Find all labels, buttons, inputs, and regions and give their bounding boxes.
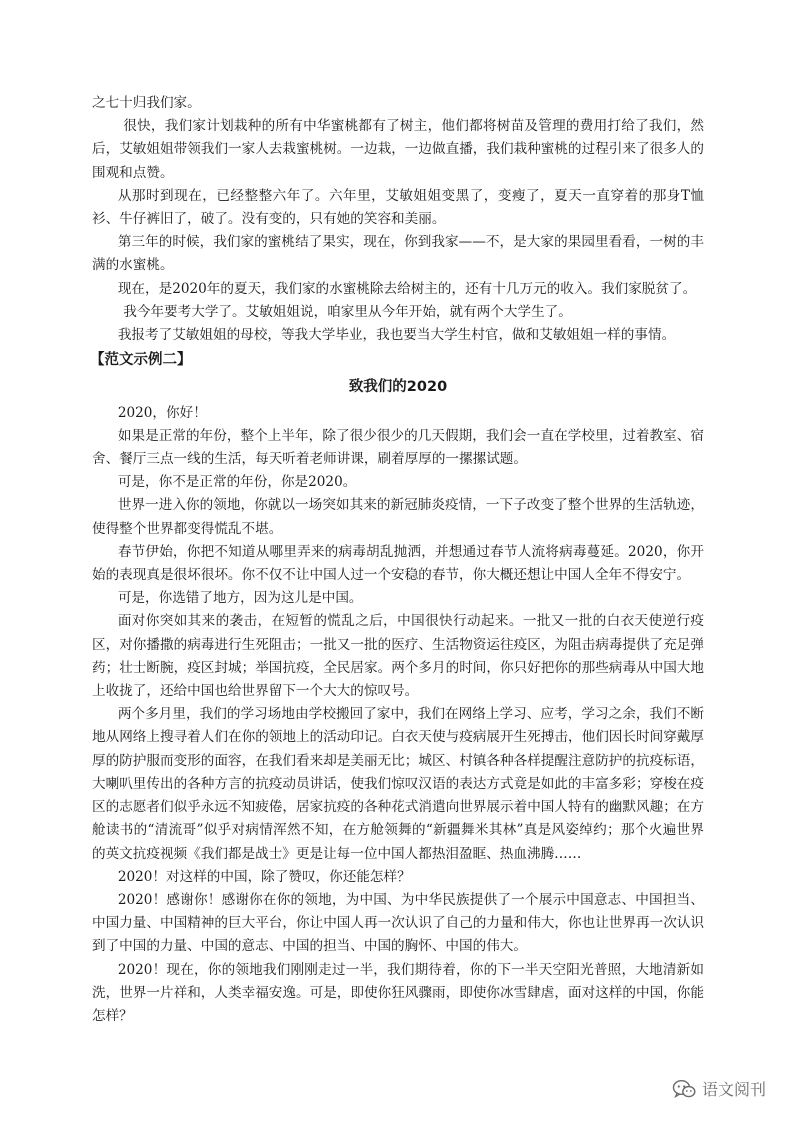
story-paragraph: 很快，我们家计划栽种的所有中华蜜桃都有了树主，他们都将树苗及管理的费用打给了我们，然后，艾敏姐姐带领我们一家人去栽蜜桃树。一边栽，一边做直播，我们栽种蜜桃的过程引来了很多人的围观和点赞。 xyxy=(92,118,704,181)
wechat-icon xyxy=(672,1079,696,1099)
essay-paragraph: 两个多月里，我们的学习场地由学校搬回了家中，我们在网络上学习、应考，学习之余，我们不断地从网络上搜寻着人们在你的领地上的活动印记。白衣天使与疫病展开生死搏击，他们因长时间穿戴厚厚的防护服而变形的面容，在我们看来却是美丽无比；城区、村镇各种各样提醒注意防护的抗疫标语，大喇叭里传出的各种方言的抗疫动员讲话，使我们惊叹汉语的表达方式竟是如此的丰富多彩；穿梭在疫区的志愿者们似乎永远不知疲倦，居家抗疫的各种花式消遣向世界展示着中国人特有的幽默风趣；在方舱读书的“清流哥”似乎对病情浑然不知，在方舱领舞的“新疆舞米其林”真是风姿绰约；那个火遍世界的英文抗疫视频《我们都是战士》更是让每一位中国人都热泪盈眶、热血沸腾…… xyxy=(92,706,704,862)
essay-paragraph: 世界一进入你的领地，你就以一场突如其来的新冠肺炎疫情，一下子改变了整个世界的生活轨迹，使得整个世界都变得慌乱不堪。 xyxy=(92,497,704,537)
essay-paragraph: 面对你突如其来的袭击，在短暂的慌乱之后，中国很快行动起来。一批又一批的白衣天使逆行疫区，对你播撒的病毒进行生死阻击；一批又一批的医疗、生活物资运往疫区，为阻击病毒提供了充足弹药；壮士断腕，疫区封城；举国抗疫，全民居家。两个多月的时间，你只好把你的那些病毒从中国大地上收拢了，还给中国也给世界留下一个大大的惊叹号。 xyxy=(92,613,704,700)
essay-paragraph: 2020！感谢你！感谢你在你的领地，为中国、为中华民族提供了一个展示中国意志、中国担当、中国力量、中国精神的巨大平台，你让中国人再一次认识了自己的力量和伟大，你也让世界再一次认识到了中国的力量、中国的意志、中国的担当、中国的胸怀、中国的伟大。 xyxy=(92,891,704,955)
essay-paragraph: 可是，你不是正常的年份，你是2020。 xyxy=(117,474,357,491)
story-paragraph: 第三年的时候，我们家的蜜桃结了果实，现在，你到我家——不，是大家的果园里看看，一树的丰满的水蜜桃。 xyxy=(92,234,704,274)
essay-paragraph: 2020，你好！ xyxy=(117,404,207,421)
wechat-watermark xyxy=(672,1077,766,1100)
essay-paragraph: 2020！现在，你的领地我们刚刚走过一半，我们期待着，你的下一半天空阳光普照，大地清新如洗，世界一片祥和，人类幸福安逸。可是，即使你狂风骤雨，即使你冰雪肆虐，面对这样的中国，你能怎样？ xyxy=(92,961,704,1024)
story-paragraph: 我今年要考大学了。艾敏姐姐说，咱家里从今年开始，就有两个大学生了。 xyxy=(123,303,572,320)
essay-paragraph: 可是，你选错了地方，因为这儿是中国。 xyxy=(117,590,363,607)
watermark-text: 语文阅刊 xyxy=(701,1080,766,1099)
story-paragraph: 我报考了艾敏姐姐的母校，等我大学毕业，我也要当大学生村官，做和艾敏姐姐一样的事情。 xyxy=(117,327,676,344)
document-page xyxy=(92,92,704,1028)
essay-paragraph: 春节伊始，你把不知道从哪里弄来的病毒胡乱抛洒，并想通过春节人流将病毒蔓延。2020，你开始的表现真是很坏很坏。你不仅不让中国人过一个安稳的春节，你大概还想让中国人全年不得安宁。 xyxy=(92,543,704,584)
section-heading: 【范文示例二】 xyxy=(90,352,192,369)
story-paragraph: 从那时到现在，已经整整六年了。六年里，艾敏姐姐变黑了，变瘦了，夏天一直穿着的那身T恤衫、牛仔裤旧了，破了。没有变的，只有她的笑容和美丽。 xyxy=(92,187,704,228)
story-paragraph: 现在，是2020年的夏天，我们家的水蜜桃除去给树主的，还有十几万元的收入。我们家脱贫了。 xyxy=(117,280,697,297)
essay-paragraph: 2020！对这样的中国，除了赞叹，你还能怎样？ xyxy=(117,868,411,885)
essay-paragraph: 如果是正常的年份，整个上半年，除了很少很少的几天假期，我们会一直在学校里，过着教室、宿舍、餐厅三点一线的生活，每天听着老师讲课，刷着厚厚的一摞摞试题。 xyxy=(92,427,704,468)
story-paragraph: 之七十归我们家。 xyxy=(92,95,201,111)
essay-title: 致我们的2020 xyxy=(348,379,448,396)
